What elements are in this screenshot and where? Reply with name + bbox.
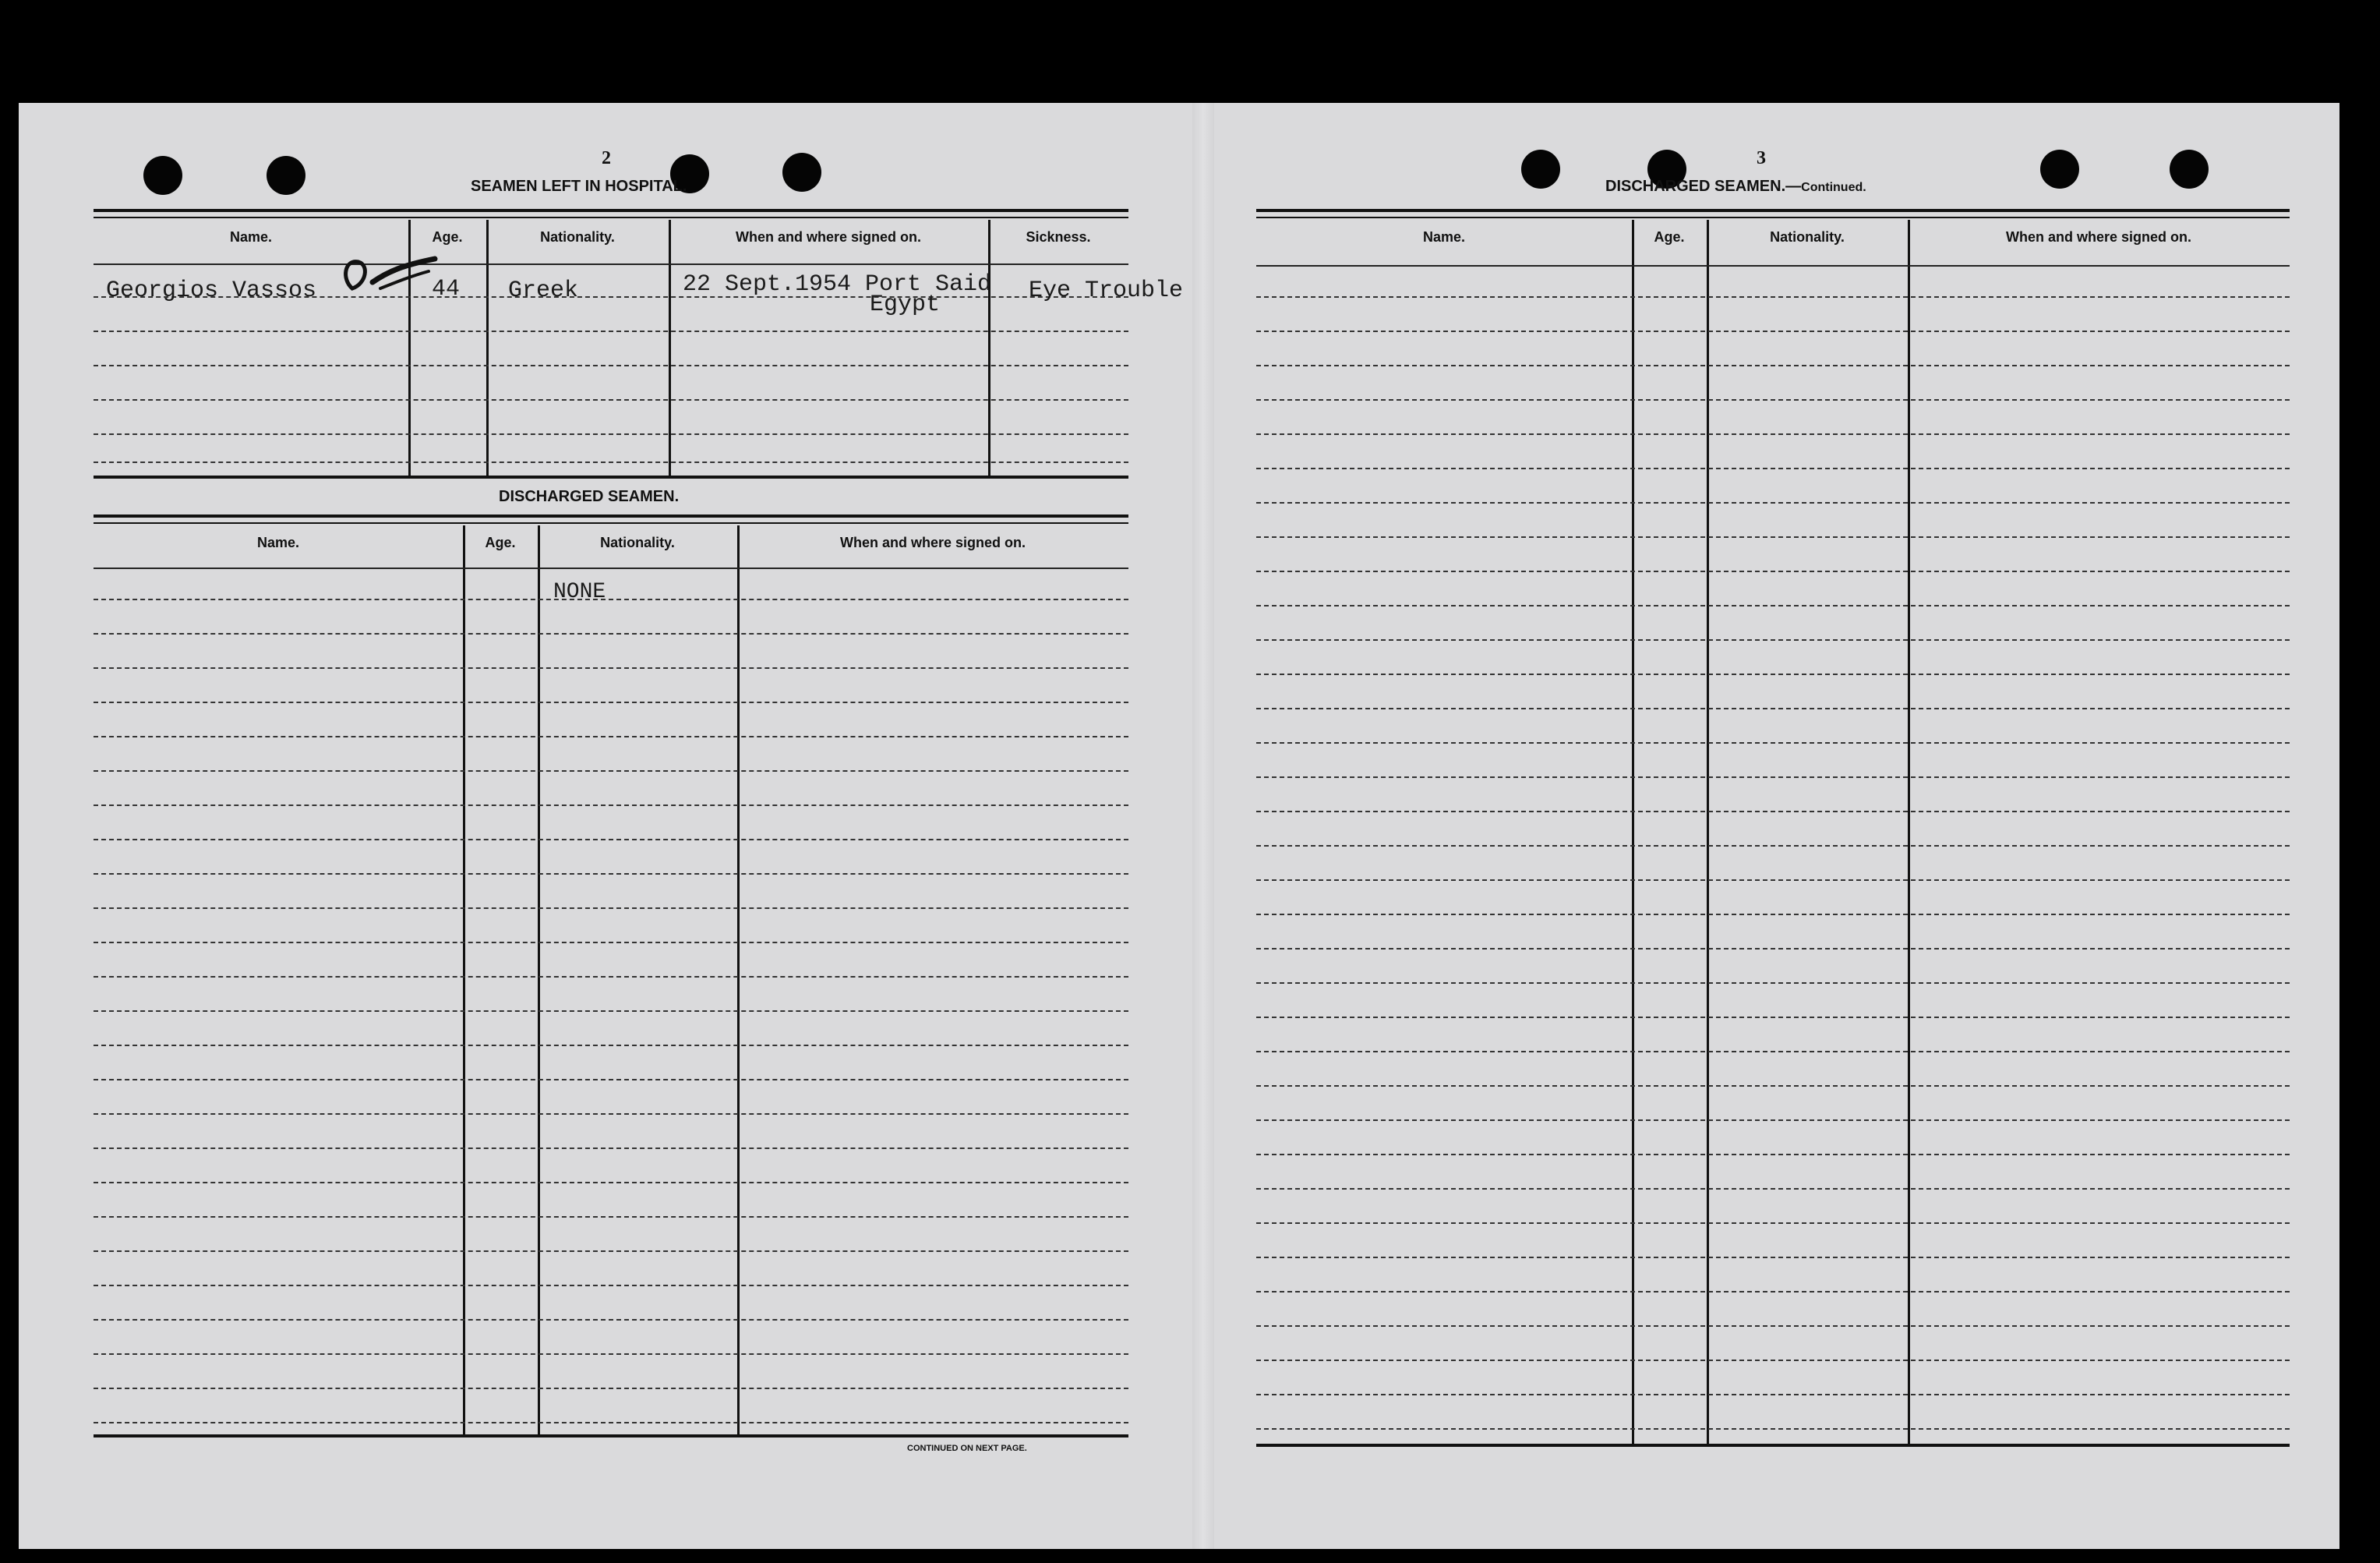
ruled-line xyxy=(1256,742,2290,744)
ruled-line xyxy=(94,1388,1128,1389)
ruled-line xyxy=(94,599,1128,600)
handwritten-mark xyxy=(326,248,443,302)
punch-hole xyxy=(782,153,821,192)
ruled-line xyxy=(1256,1428,2290,1430)
ruled-line xyxy=(94,1353,1128,1355)
ruled-line xyxy=(1256,502,2290,504)
punch-hole xyxy=(2170,150,2209,189)
ruled-line xyxy=(94,770,1128,772)
column-header-age: Age. xyxy=(485,535,516,550)
discharged-section-title: DISCHARGED SEAMEN. xyxy=(499,488,680,505)
ruled-line xyxy=(1256,468,2290,469)
punch-hole xyxy=(267,156,305,195)
ruled-line xyxy=(94,1216,1128,1218)
ruled-line xyxy=(1256,296,2290,298)
ruled-line xyxy=(1256,674,2290,675)
ruled-line xyxy=(1256,914,2290,915)
ruled-line xyxy=(94,873,1128,875)
page-number-left: 2 xyxy=(602,148,611,168)
hospital-entry-nationality: Greek xyxy=(508,278,579,304)
ruled-line xyxy=(94,1010,1128,1012)
ruled-line xyxy=(1256,776,2290,778)
punch-hole xyxy=(143,156,182,195)
hospital-entry-signed-on-place: Egypt xyxy=(870,292,941,318)
page-number-right: 3 xyxy=(1757,148,1766,168)
ruled-line xyxy=(94,667,1128,669)
hospital-entry-name: Georgios Vassos xyxy=(106,278,317,304)
ruled-line xyxy=(1256,1257,2290,1258)
ruled-line xyxy=(1256,845,2290,847)
ruled-line xyxy=(94,1079,1128,1080)
ruled-line xyxy=(94,976,1128,978)
ruled-line xyxy=(1256,1291,2290,1292)
ruled-line xyxy=(1256,948,2290,949)
hospital-section-title: SEAMEN LEFT IN HOSPITAL. xyxy=(471,178,687,195)
ruled-line xyxy=(1256,571,2290,572)
document-sheet xyxy=(19,103,2339,1549)
ruled-line xyxy=(1256,331,2290,332)
discharged-entry-nationality: NONE xyxy=(553,580,606,604)
ruled-line xyxy=(1256,1325,2290,1327)
right-section-title-cont: Continued. xyxy=(1801,181,1866,194)
ruled-line xyxy=(94,942,1128,943)
ruled-line xyxy=(1256,811,2290,812)
ruled-line xyxy=(1256,1051,2290,1052)
ruled-line xyxy=(1256,1222,2290,1224)
column-header-signed-on: When and where signed on. xyxy=(2005,229,2192,245)
ruled-line xyxy=(94,1113,1128,1115)
column-header-nationality: Nationality. xyxy=(540,229,615,245)
ruled-line xyxy=(94,907,1128,909)
ruled-line xyxy=(1256,708,2290,709)
ruled-line xyxy=(1256,433,2290,435)
ruled-line xyxy=(94,839,1128,840)
column-header-name: Name. xyxy=(256,535,300,550)
hospital-entry-signed-on: 22 Sept.1954 Port Said xyxy=(683,271,992,298)
column-header-nationality: Nationality. xyxy=(1770,229,1845,245)
ruled-line xyxy=(94,1319,1128,1321)
ruled-line xyxy=(1256,879,2290,881)
ruled-line xyxy=(1256,399,2290,401)
ruled-line xyxy=(94,1182,1128,1183)
ruled-line xyxy=(1256,605,2290,606)
discharged-form-left xyxy=(94,515,1128,1469)
column-header-age: Age. xyxy=(1654,229,1685,245)
ruled-line xyxy=(1256,1085,2290,1087)
hospital-entry-sickness: Eye Trouble xyxy=(1029,278,1184,304)
right-section-title-main: DISCHARGED SEAMEN.— xyxy=(1605,178,1802,195)
ruled-line xyxy=(1256,1119,2290,1121)
ruled-line xyxy=(94,633,1128,635)
ruled-line xyxy=(1256,1154,2290,1155)
ruled-line xyxy=(1256,1188,2290,1190)
ruled-line xyxy=(1256,1017,2290,1018)
ruled-line xyxy=(94,1250,1128,1252)
ruled-line xyxy=(94,702,1128,703)
column-header-signed-on: When and where signed on. xyxy=(735,229,922,245)
ruled-line xyxy=(1256,536,2290,538)
column-header-name: Name. xyxy=(229,229,273,245)
discharged-form-right xyxy=(1256,209,2290,1475)
hospital-entry-age: 44 xyxy=(432,276,461,302)
ruled-line xyxy=(1256,365,2290,366)
page-fold xyxy=(1192,103,1214,1549)
column-header-name: Name. xyxy=(1422,229,1466,245)
ruled-line xyxy=(1256,982,2290,984)
column-header-sickness: Sickness. xyxy=(1026,229,1091,245)
punch-hole xyxy=(2040,150,2079,189)
ruled-line xyxy=(1256,1394,2290,1395)
ruled-line xyxy=(94,1285,1128,1286)
ruled-line xyxy=(1256,1360,2290,1361)
column-header-nationality: Nationality. xyxy=(600,535,675,550)
right-section-title xyxy=(1605,178,1866,196)
column-header-age: Age. xyxy=(432,229,463,245)
continued-footer: CONTINUED ON NEXT PAGE. xyxy=(907,1444,1027,1453)
ruled-line xyxy=(94,1422,1128,1423)
punch-hole xyxy=(1521,150,1560,189)
ruled-line xyxy=(94,804,1128,806)
ruled-line xyxy=(94,1045,1128,1046)
column-header-signed-on: When and where signed on. xyxy=(839,535,1026,550)
ruled-line xyxy=(94,1147,1128,1149)
ruled-line xyxy=(94,736,1128,737)
ruled-line xyxy=(1256,639,2290,641)
